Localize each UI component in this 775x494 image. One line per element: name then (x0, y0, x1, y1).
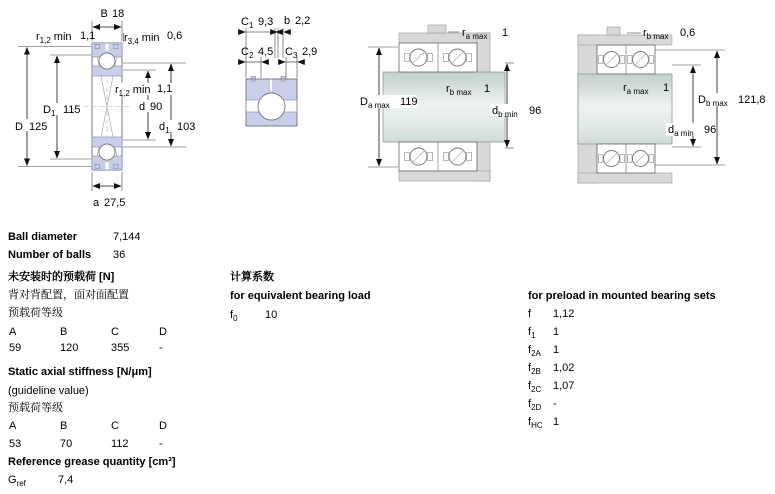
dim-label-C3: $C_3$ (285, 46, 298, 60)
calc-heading-cn: 计算系数 (230, 271, 274, 283)
dim-label-C2: $C_2$ (241, 46, 254, 60)
factor-symbol: f (528, 308, 532, 320)
spec-label: Number of balls (8, 249, 92, 261)
dim-label-D1: $D_1$ (43, 104, 56, 118)
dim-label-rb-max: $r_{b max}$ (643, 27, 669, 41)
dim-value-rb-max: 1 (484, 83, 491, 95)
factor-symbol: $f_{HC}$ (528, 416, 543, 431)
dim-label-r34: $r_{3,4}$ min (124, 32, 160, 46)
dim-label-a: a (93, 197, 100, 209)
factor-value: 1,12 (553, 308, 575, 320)
factor-symbol: $f_{2B}$ (528, 362, 541, 377)
factor-row-f2c (528, 380, 574, 393)
spec-value: 36 (113, 249, 126, 261)
factor-value: - (553, 398, 557, 410)
factor-value: 1 (553, 416, 560, 428)
factor-value: 1,02 (553, 362, 575, 374)
dim-value-C1: 9,3 (258, 16, 274, 28)
dim-value-Db-max: 121,8 (738, 94, 766, 106)
preload-subheading-arrangement: 背对背配置，面对面配置 (8, 289, 129, 301)
single-bearing-section-drawing (0, 0, 220, 215)
gref-value: 7,4 (58, 474, 74, 486)
factor-value: 10 (265, 309, 278, 321)
dim-value-C2: 4,5 (258, 46, 274, 58)
factor-symbol: $f_{2D}$ (528, 398, 542, 413)
dim-value-r12-top: 1,1 (80, 30, 96, 42)
factor-value: 1 (553, 326, 560, 338)
spec-row-ball-diameter (8, 231, 141, 244)
gref-symbol: $G_{ref}$ (8, 474, 26, 489)
factor-symbol: $f_0$ (230, 309, 238, 324)
factor-row-f2d (528, 398, 557, 411)
factor-symbol: $f_{2A}$ (528, 344, 541, 359)
bearing-pair-bottom (597, 144, 655, 173)
dim-label-ra-max: $r_{a max}$ (462, 27, 488, 41)
dim-label-D: D (15, 121, 23, 133)
mounted-set-drawing-db-da (565, 15, 775, 195)
factor-value: 1 (553, 344, 560, 356)
dim-value-a: 27,5 (104, 197, 126, 209)
preload-heading: 未安装时的预载荷 [N] (8, 271, 115, 283)
stiffness-value-row: 53 70 112 - (9, 438, 163, 450)
factor-row-f0 (230, 309, 277, 322)
equiv-load-heading: for equivalent bearing load (230, 290, 371, 302)
dim-value-rb-max: 0,6 (680, 27, 696, 39)
spec-value: 7,144 (113, 231, 141, 243)
dim-label-C1: $C_1$ (241, 16, 254, 30)
preload-value-row: 59 120 355 - (9, 342, 163, 354)
dim-label-db-min: $d_{b min}$ (492, 105, 518, 119)
dim-label-rb-max: $r_{b max}$ (446, 83, 472, 97)
dim-label-B: B (100, 8, 108, 20)
stiffness-heading: Static axial stiffness [N/μm] (8, 366, 152, 378)
dim-label-r12-top: $r_{1,2}$ min (36, 31, 72, 45)
factor-row-fhc (528, 416, 559, 429)
factor-symbol: $f_1$ (528, 326, 536, 341)
preload-class-header-row: A B C D (9, 326, 167, 338)
dim-label-Db-max: $D_{b max}$ (698, 94, 728, 108)
preload-factors-heading: for preload in mounted bearing sets (528, 290, 716, 302)
stiffness-class-header-row: A B C D (9, 420, 167, 432)
bearing-pair-top (597, 45, 655, 74)
dim-label-d: d (139, 101, 146, 113)
factor-symbol: $f_{2C}$ (528, 380, 542, 395)
dim-label-r12-inner: $r_{1,2}$ min (115, 84, 151, 98)
dim-label-Da-max: $D_{a max}$ (360, 96, 390, 110)
dim-value-db-min: 96 (529, 105, 542, 117)
dim-value-C3: 2,9 (302, 46, 318, 58)
dim-value-d1: 103 (177, 121, 196, 133)
dim-value-ra-max: 1 (663, 82, 670, 94)
factor-row-f2b (528, 362, 574, 375)
dim-value-r12-inner: 1,1 (157, 83, 173, 95)
bearing-pair-top (399, 43, 477, 72)
dim-label-d1: $d_1$ (159, 121, 170, 135)
spec-label: Ball diameter (8, 231, 78, 243)
dim-value-Da-max: 119 (400, 96, 418, 108)
dim-value-da-min: 96 (704, 124, 717, 136)
factor-value: 1,07 (553, 380, 575, 392)
dim-value-ra-max: 1 (502, 27, 509, 39)
factor-row-f2a (528, 344, 559, 357)
grease-heading: Reference grease quantity [cm³] (8, 456, 176, 468)
dim-value-r34: 0,6 (167, 30, 183, 42)
bearing-body (246, 77, 297, 127)
bearing-width-dims-drawing (225, 5, 337, 135)
bearing-body (84, 43, 130, 170)
spec-row-number-of-balls (8, 249, 125, 262)
dim-value-D1: 115 (63, 104, 81, 116)
preload-subheading-class: 预载荷等级 (8, 307, 63, 319)
stiffness-guideline-note: (guideline value) (8, 385, 89, 397)
dim-value-d: 90 (150, 101, 163, 113)
dim-label-b: b (284, 15, 291, 27)
grease-value-row (8, 474, 73, 487)
mounted-set-drawing-da-db (358, 15, 562, 195)
factor-row-f (528, 308, 574, 321)
bearing-pair-bottom (399, 142, 477, 171)
dim-value-D: 125 (29, 121, 48, 133)
stiffness-subheading-class: 预载荷等级 (8, 402, 63, 414)
dim-label-da-min: $d_{a min}$ (668, 124, 694, 138)
dim-value-B: 18 (112, 8, 125, 20)
dim-value-b: 2,2 (295, 15, 311, 27)
factor-row-f1 (528, 326, 559, 339)
dim-label-ra-max: $r_{a max}$ (623, 82, 649, 96)
